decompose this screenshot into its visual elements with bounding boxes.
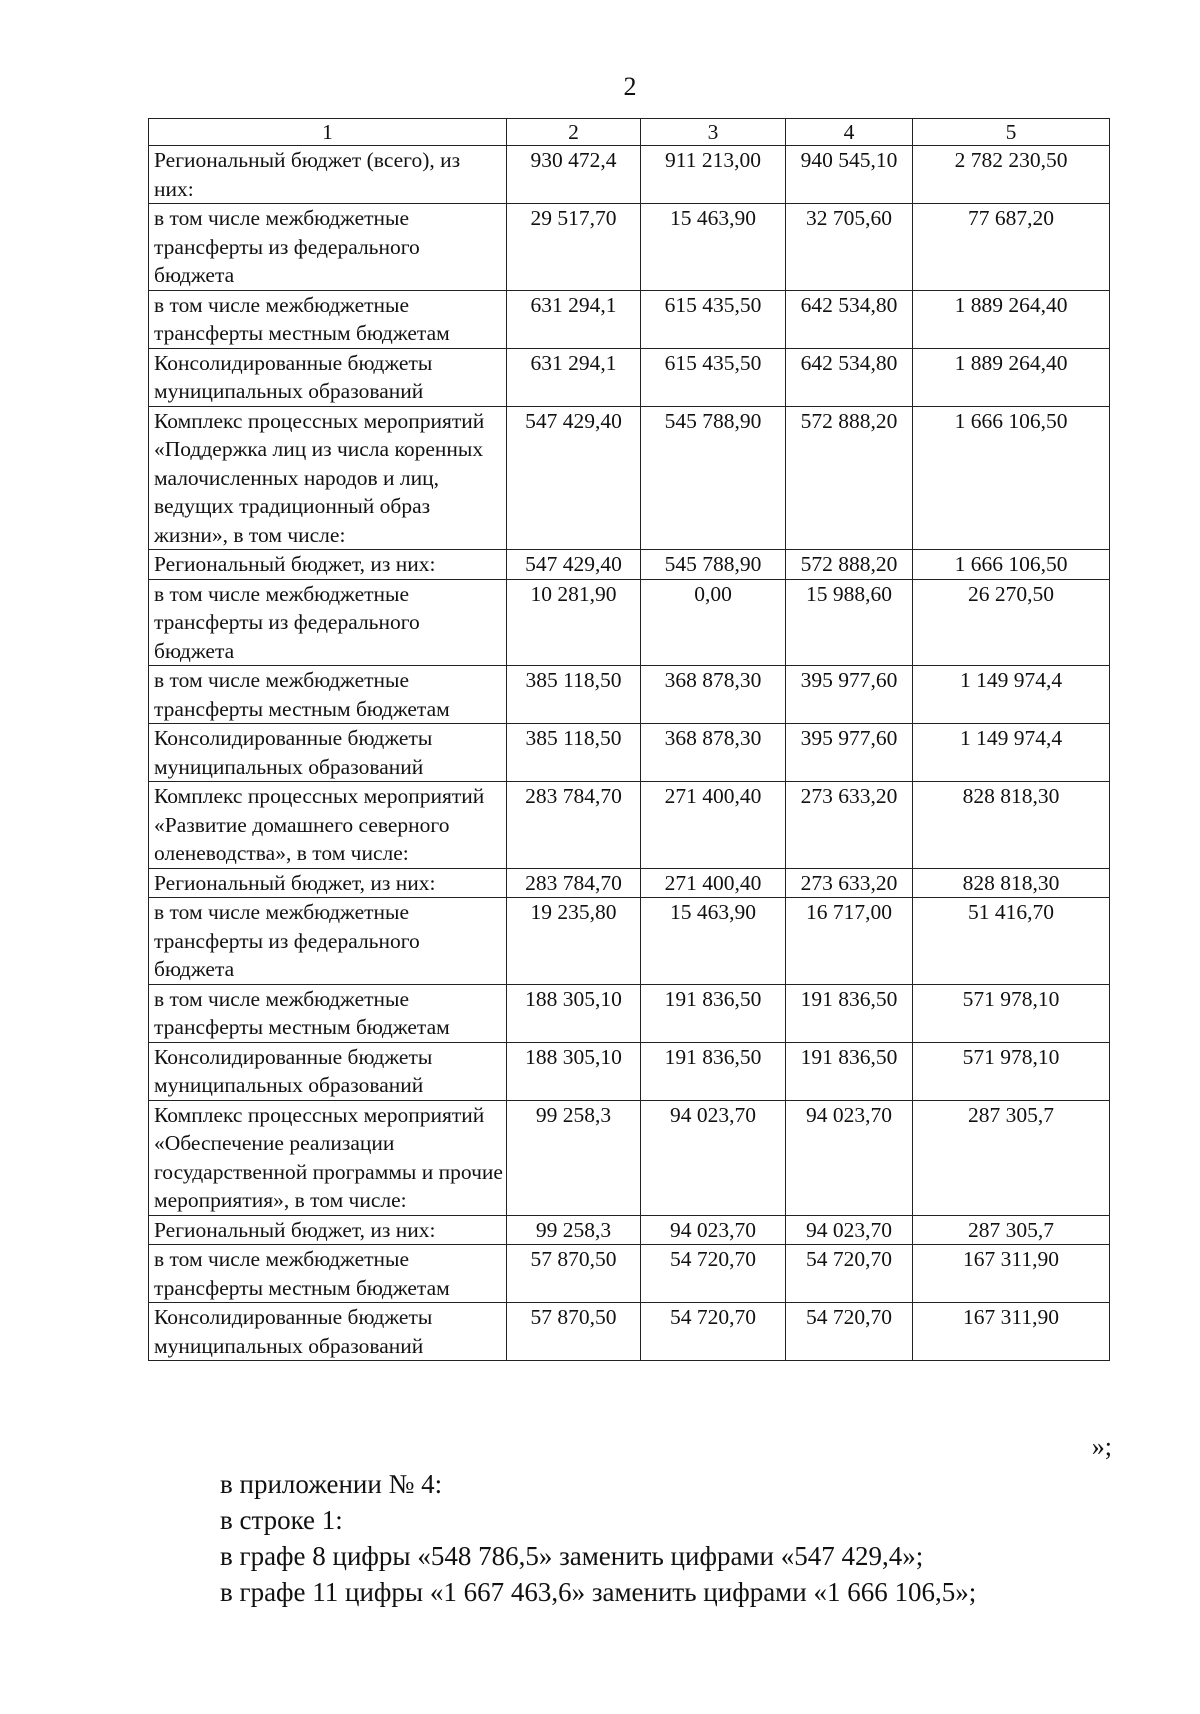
- table-row: [149, 1215, 1110, 1245]
- table-row: [149, 579, 1110, 666]
- value-cell: 191 836,50: [641, 1042, 786, 1100]
- value-cell: 15 463,90: [641, 204, 786, 291]
- value-cell: 191 836,50: [786, 984, 913, 1042]
- column-header: 2: [507, 119, 641, 146]
- value-cell: 828 818,30: [913, 782, 1110, 869]
- table-row: [149, 1245, 1110, 1303]
- footer-line: в строке 1:: [220, 1505, 343, 1535]
- value-cell: 283 784,70: [507, 782, 641, 869]
- value-cell: 188 305,10: [507, 984, 641, 1042]
- value-cell: 283 784,70: [507, 868, 641, 898]
- value-cell: 545 788,90: [641, 550, 786, 580]
- value-cell: 1 889 264,40: [913, 348, 1110, 406]
- value-cell: 615 435,50: [641, 348, 786, 406]
- table-row: [149, 1042, 1110, 1100]
- value-cell: 94 023,70: [786, 1215, 913, 1245]
- amendment-text: [220, 1466, 976, 1610]
- table-row: [149, 984, 1110, 1042]
- row-label-cell: Комплекс процессных мероприятий «Поддержка лиц из числа коренных малочисленных народов и лиц, ведущих традиционный образ жизни», в том числе:: [149, 406, 507, 550]
- value-cell: 911 213,00: [641, 146, 786, 204]
- table-body: [149, 146, 1110, 1361]
- value-cell: 385 118,50: [507, 724, 641, 782]
- row-label-cell: в том числе межбюджетные трансферты из федерального бюджета: [149, 898, 507, 985]
- column-header: 5: [913, 119, 1110, 146]
- row-label-cell: в том числе межбюджетные трансферты местным бюджетам: [149, 984, 507, 1042]
- value-cell: 930 472,4: [507, 146, 641, 204]
- value-cell: 1 889 264,40: [913, 290, 1110, 348]
- value-cell: 0,00: [641, 579, 786, 666]
- value-cell: 642 534,80: [786, 348, 913, 406]
- value-cell: 1 666 106,50: [913, 550, 1110, 580]
- row-label-cell: в том числе межбюджетные трансферты местным бюджетам: [149, 1245, 507, 1303]
- row-label-cell: Региональный бюджет (всего), из них:: [149, 146, 507, 204]
- value-cell: 57 870,50: [507, 1245, 641, 1303]
- value-cell: 15 988,60: [786, 579, 913, 666]
- value-cell: 167 311,90: [913, 1303, 1110, 1361]
- table-row: [149, 782, 1110, 869]
- value-cell: 29 517,70: [507, 204, 641, 291]
- value-cell: 273 633,20: [786, 782, 913, 869]
- row-label-cell: в том числе межбюджетные трансферты из федерального бюджета: [149, 204, 507, 291]
- value-cell: 547 429,40: [507, 550, 641, 580]
- column-header: 1: [149, 119, 507, 146]
- value-cell: 26 270,50: [913, 579, 1110, 666]
- closing-quote: »;: [1091, 1432, 1112, 1461]
- budget-table: [148, 118, 1110, 1361]
- value-cell: 54 720,70: [641, 1303, 786, 1361]
- value-cell: 94 023,70: [641, 1215, 786, 1245]
- table-row: [149, 406, 1110, 550]
- value-cell: 368 878,30: [641, 666, 786, 724]
- value-cell: 1 666 106,50: [913, 406, 1110, 550]
- row-label-cell: в том числе межбюджетные трансферты местным бюджетам: [149, 290, 507, 348]
- value-cell: 271 400,40: [641, 868, 786, 898]
- row-label-cell: в том числе межбюджетные трансферты из федерального бюджета: [149, 579, 507, 666]
- table-row: [149, 868, 1110, 898]
- row-label-cell: Комплекс процессных мероприятий «Обеспечение реализации государственной программы и прочие мероприятия», в том числе:: [149, 1100, 507, 1215]
- row-label-cell: Консолидированные бюджеты муниципальных образований: [149, 348, 507, 406]
- row-label-cell: Комплекс процессных мероприятий «Развитие домашнего северного оленеводства», в том числе:: [149, 782, 507, 869]
- value-cell: 395 977,60: [786, 666, 913, 724]
- value-cell: 1 149 974,4: [913, 724, 1110, 782]
- row-label-cell: Консолидированные бюджеты муниципальных образований: [149, 724, 507, 782]
- row-label-cell: Консолидированные бюджеты муниципальных образований: [149, 1303, 507, 1361]
- value-cell: 287 305,7: [913, 1100, 1110, 1215]
- value-cell: 191 836,50: [786, 1042, 913, 1100]
- value-cell: 15 463,90: [641, 898, 786, 985]
- column-header: 3: [641, 119, 786, 146]
- value-cell: 32 705,60: [786, 204, 913, 291]
- value-cell: 188 305,10: [507, 1042, 641, 1100]
- row-label-cell: Консолидированные бюджеты муниципальных образований: [149, 1042, 507, 1100]
- value-cell: 631 294,1: [507, 290, 641, 348]
- value-cell: 395 977,60: [786, 724, 913, 782]
- value-cell: 572 888,20: [786, 550, 913, 580]
- value-cell: 571 978,10: [913, 1042, 1110, 1100]
- row-label-cell: в том числе межбюджетные трансферты местным бюджетам: [149, 666, 507, 724]
- table-row: [149, 1100, 1110, 1215]
- value-cell: 77 687,20: [913, 204, 1110, 291]
- table-header-row: [149, 119, 1110, 146]
- value-cell: 57 870,50: [507, 1303, 641, 1361]
- row-label-cell: Региональный бюджет, из них:: [149, 868, 507, 898]
- value-cell: 828 818,30: [913, 868, 1110, 898]
- value-cell: 273 633,20: [786, 868, 913, 898]
- value-cell: 54 720,70: [786, 1245, 913, 1303]
- value-cell: 271 400,40: [641, 782, 786, 869]
- value-cell: 94 023,70: [641, 1100, 786, 1215]
- table-row: [149, 290, 1110, 348]
- value-cell: 287 305,7: [913, 1215, 1110, 1245]
- row-label-cell: Региональный бюджет, из них:: [149, 550, 507, 580]
- value-cell: 940 545,10: [786, 146, 913, 204]
- value-cell: 2 782 230,50: [913, 146, 1110, 204]
- value-cell: 1 149 974,4: [913, 666, 1110, 724]
- value-cell: 191 836,50: [641, 984, 786, 1042]
- value-cell: 51 416,70: [913, 898, 1110, 985]
- table-row: [149, 146, 1110, 204]
- footer-line: в приложении № 4:: [220, 1469, 443, 1499]
- value-cell: 631 294,1: [507, 348, 641, 406]
- value-cell: 642 534,80: [786, 290, 913, 348]
- value-cell: 54 720,70: [641, 1245, 786, 1303]
- value-cell: 54 720,70: [786, 1303, 913, 1361]
- value-cell: 572 888,20: [786, 406, 913, 550]
- row-label-cell: Региональный бюджет, из них:: [149, 1215, 507, 1245]
- value-cell: 615 435,50: [641, 290, 786, 348]
- page-number: 2: [623, 72, 637, 101]
- table-row: [149, 550, 1110, 580]
- value-cell: 368 878,30: [641, 724, 786, 782]
- value-cell: 99 258,3: [507, 1100, 641, 1215]
- value-cell: 385 118,50: [507, 666, 641, 724]
- value-cell: 547 429,40: [507, 406, 641, 550]
- table-row: [149, 348, 1110, 406]
- table-row: [149, 666, 1110, 724]
- column-header: 4: [786, 119, 913, 146]
- value-cell: 167 311,90: [913, 1245, 1110, 1303]
- value-cell: 94 023,70: [786, 1100, 913, 1215]
- footer-line: в графе 8 цифры «548 786,5» заменить цифрами «547 429,4»;: [220, 1541, 924, 1571]
- table-row: [149, 1303, 1110, 1361]
- value-cell: 19 235,80: [507, 898, 641, 985]
- value-cell: 10 281,90: [507, 579, 641, 666]
- table-row: [149, 724, 1110, 782]
- table-row: [149, 204, 1110, 291]
- value-cell: 571 978,10: [913, 984, 1110, 1042]
- value-cell: 16 717,00: [786, 898, 913, 985]
- value-cell: 545 788,90: [641, 406, 786, 550]
- value-cell: 99 258,3: [507, 1215, 641, 1245]
- footer-line: в графе 11 цифры «1 667 463,6» заменить цифрами «1 666 106,5»;: [220, 1577, 977, 1607]
- table-row: [149, 898, 1110, 985]
